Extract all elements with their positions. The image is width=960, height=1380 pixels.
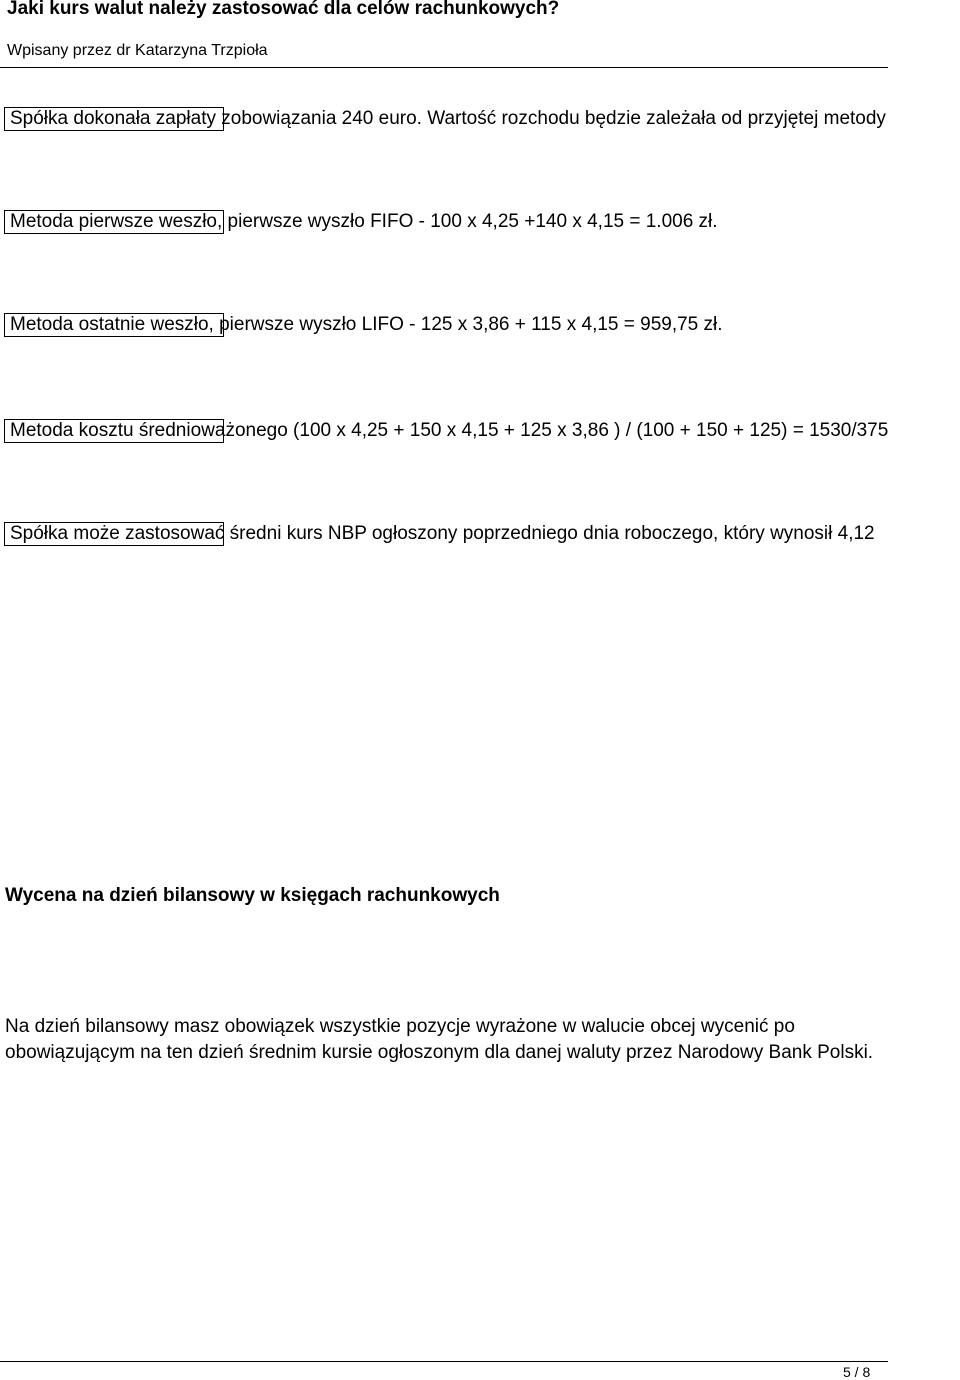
paragraph-nbp-rate: Spółka może zastosować średni kurs NBP ogłoszony poprzedniego dnia roboczego, który wynosił 4,12 — [10, 523, 875, 544]
page-number: 5 / 8 — [843, 1364, 871, 1380]
document-title: Jaki kurs walut należy zastosować dla celów rachunkowych? — [7, 0, 560, 19]
paragraph-weighted-average: Metoda kosztu średnioważonego (100 x 4,25 + 150 x 4,15 + 125 x 3,86 ) / (100 + 150 + 125) = 1530/375 — [10, 420, 889, 441]
paragraph-lifo: Metoda ostatnie weszło, pierwsze wyszło LIFO - 125 x 3,86 + 115 x 4,15 = 959,75 zł. — [10, 314, 723, 335]
body-paragraph: Na dzień bilansowy masz obowiązek wszystkie pozycje wyrażone w walucie obcej wycenić po obowiązującym na ten dzień średnim kursie ogłoszonym dla danej waluty przez Narodowy Bank Polski. — [5, 1016, 874, 1063]
paragraph-fifo: Metoda pierwsze weszło, pierwsze wyszło FIFO - 100 x 4,25 +140 x 4,15 = 1.006 zł. — [10, 211, 718, 232]
paragraph-payment: Spółka dokonała zapłaty zobowiązania 240 euro. Wartość rozchodu będzie zależała od przyjętej metody — [10, 108, 886, 129]
footer-divider — [0, 1361, 888, 1362]
header-divider — [0, 67, 888, 68]
section-heading: Wycena na dzień bilansowy w księgach rachunkowych — [5, 885, 500, 906]
author-line: Wpisany przez dr Katarzyna Trzpioła — [7, 42, 268, 59]
